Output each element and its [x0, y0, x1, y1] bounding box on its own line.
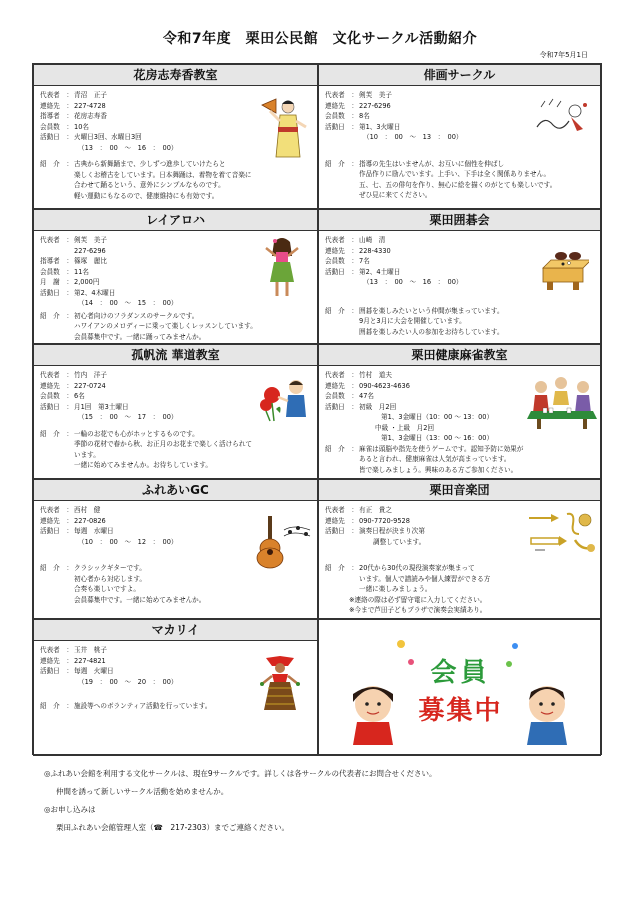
intro-line: 20代から30代の現役演奏家が集まって [359, 564, 475, 572]
field-label: 月 謝 ： [40, 278, 73, 286]
circle-card [33, 209, 318, 344]
tahitian-dancer-icon [258, 656, 302, 718]
field-label: 連絡先 ： [325, 101, 358, 110]
circle-name: 栗田囲碁会 [319, 210, 600, 231]
intro-line: ハワイアンのメロディーに乗って楽しくレッスンしています。 [74, 322, 257, 330]
field-label: 活動日 ： [40, 402, 73, 411]
field-label: 連絡先 ： [40, 656, 73, 665]
field-value: 8名 [359, 112, 370, 120]
time-range: （10 ： 00 ～ 12 ： 00） [78, 537, 178, 546]
intro-line: 季節の花材で春から秋、お正月のお花まで楽しく活けられて [74, 440, 253, 448]
circle-name: レイアロハ [34, 210, 317, 231]
intro-label: 紹 介 ： [40, 311, 73, 320]
field-label: 会員数 ： [325, 112, 358, 120]
time-range: （14 ： 00 ～ 15 ： 00） [78, 299, 178, 307]
intro-line: 麻雀は頭脳や指先を使うゲームです。認知予防に効果が [359, 444, 524, 453]
circle-name: 俳画サークル [319, 65, 600, 86]
intro-line: 初心者から対応します。 [74, 574, 147, 583]
field-label: 指導者 ： [40, 257, 73, 265]
note-line: ※連絡の際は必ず留守電に入力してください。 [349, 595, 487, 604]
intro-line: クラシックギターです。 [74, 564, 146, 572]
intro-line: 楽しくお稽古をしています。日本舞踊は、着物を着て音楽に [74, 170, 252, 179]
field-value: 月1回 第3土曜日 [74, 402, 129, 411]
intro-line: 施設等へのボランティア活動を行っています。 [74, 702, 212, 710]
field-label: 代表者 ： [40, 371, 73, 379]
circle-card [318, 479, 601, 619]
field-value: 山崎 清 [359, 236, 386, 244]
field-value: 227-6296 [359, 101, 391, 110]
field-value: 2,000円 [74, 278, 100, 286]
circle-name: ふれあいGC [34, 480, 317, 501]
recruit-banner [318, 619, 601, 756]
intro-line: 初心者向けのフラダンスのサークルです。 [74, 311, 199, 320]
field-value: 227-0826 [74, 516, 106, 525]
intro-label: 紹 介 ： [40, 702, 73, 710]
circle-card [318, 209, 601, 344]
time-range: （13 ： 00 ～ 16 ： 00） [78, 143, 178, 152]
field-value: 火曜日3回、水曜日3回 [74, 133, 142, 141]
intro-line: 囲碁を楽しみたいという仲間が集まっています。 [359, 306, 504, 315]
circle-name: マカリイ [34, 620, 317, 641]
flower-arranging-icon [256, 373, 312, 423]
guitar-icon [248, 514, 314, 570]
footer-note-1: ◎ふれあい会館を利用する文化サークルは、現在9サークルです。詳しくは各サークルの代表者にお問合せください。 [44, 769, 437, 778]
mahjong-players-icon [527, 375, 597, 431]
recruit-line-2: 募集中 [418, 696, 503, 726]
circle-name: 孤帆流 華道教室 [34, 345, 317, 366]
page-title: 令和7年度 栗田公民館 文化サークル活動紹介 [162, 31, 478, 47]
field-value: 227-4821 [74, 656, 106, 665]
field-label: 会員数 ： [325, 392, 358, 400]
intro-line: 一緒に楽しみましょう。 [359, 585, 432, 593]
intro-line: あると言われ、健康麻雀は人気が高まっています。 [359, 455, 511, 463]
intro-line: 合わせて踊るという、意外にシンプルなものです。 [74, 181, 225, 189]
time-range: （15 ： 00 ～ 17 ： 00） [78, 413, 178, 421]
field-value: 10名 [74, 122, 89, 131]
field-value: 毎週 水曜日 [74, 527, 114, 535]
field-label: 代表者 ： [325, 506, 358, 514]
field-value: 11名 [74, 267, 89, 276]
field-label: 活動日 ： [325, 402, 358, 411]
intro-line: います。個人で譜読みや個人練習ができる方 [359, 574, 491, 583]
field-value: 090-4623-4636 [359, 381, 410, 390]
intro-label: 紹 介 ： [325, 159, 358, 168]
field-value: 090-7720-9528 [359, 516, 410, 525]
intro-line: 作品作りに励んでいます。上手い、下手は全く関係ありません。 [359, 170, 551, 178]
field-value: 第1、3火曜日 [359, 122, 401, 131]
intro-line: 合奏も楽しいですよ。 [74, 585, 140, 593]
field-value: 第2、4土曜日 [359, 267, 401, 276]
time-range: 第1、3金曜日（13：00 ～ 16：00） [381, 434, 494, 442]
intro-line: 軽い運動にもなるので、健康維持にも有効です。 [74, 191, 219, 200]
field-label: 会員数 ： [40, 392, 73, 400]
intro-label: 紹 介 ： [40, 160, 73, 168]
field-label: 活動日 ： [40, 288, 73, 297]
intro-line: 会員募集中です。一緒に踊ってみませんか。 [74, 332, 206, 341]
circle-name: 栗田健康麻雀教室 [319, 345, 600, 366]
intro-line: 会員募集中です。一緒に始めてみませんか。 [74, 595, 206, 604]
circle-card [318, 344, 601, 479]
circle-card [33, 64, 318, 209]
time-range: 第1、3金曜日（10：00 ～ 13：00） [381, 413, 494, 421]
field-value: 竹内 洋子 [74, 371, 107, 379]
intro-label: 紹 介 ： [40, 564, 73, 572]
field-label: 活動日 ： [325, 527, 358, 535]
field-value: 有正 貴之 [359, 506, 392, 514]
field-label: 会員数 ： [325, 257, 358, 265]
intro-line: 一緒に始めてみませんか。お待ちしています。 [74, 461, 212, 469]
field-label: 活動日 ： [40, 133, 73, 141]
intro-line: 指導の先生はいませんが、お互いに個性を伸ばし [359, 159, 505, 168]
field-label [40, 246, 74, 257]
field-label: 活動日 ： [40, 667, 73, 675]
intro-line: います。 [74, 450, 100, 459]
intro-line: 五、七、五の俳句を作り、無心に絵を描くのがとても楽しいです。 [359, 180, 557, 189]
field-label: 代表者 ： [325, 236, 358, 244]
intro-label: 紹 介 ： [40, 429, 73, 438]
field-value: 227-6296 [74, 246, 106, 255]
field-value: 毎週 火曜日 [74, 667, 114, 675]
circle-card [33, 619, 318, 756]
field-label: 連絡先 ： [325, 381, 358, 390]
circle-name: 花房志寿香教室 [34, 65, 317, 86]
field-value: 227-0724 [74, 381, 106, 390]
footer-note-2: 仲間を誘って新しいサークル活動を始めませんか。 [56, 787, 229, 796]
field-value: 剣芙 美子 [74, 236, 107, 244]
field-label: 代表者 ： [40, 506, 73, 514]
intro-line: 囲碁を楽しみたい人の参加をお待ちしています。 [359, 327, 504, 336]
intro-label: 紹 介 ： [325, 444, 358, 453]
field-label: 活動日 ： [40, 527, 73, 535]
field-value: 227-4728 [74, 101, 106, 110]
level-line: 中級 ・上級 月2回 [375, 423, 435, 432]
intro-label: 紹 介 ： [325, 306, 358, 315]
schedule-note: 調整しています。 [373, 537, 426, 546]
circle-card [33, 344, 318, 479]
brass-instruments-icon [525, 510, 599, 558]
field-value: 西村 健 [74, 506, 101, 514]
recruit-line-1: 会員 [430, 658, 491, 688]
footer-note-3: ◎お申し込みは [44, 805, 96, 814]
circle-grid [32, 63, 602, 755]
footer-contact: 栗田ふれあい会館管理人室（☎ 217-2303）までご連絡ください。 [56, 823, 289, 832]
field-label: 連絡先 ： [40, 516, 73, 525]
intro-label: 紹 介 ： [325, 564, 358, 572]
japanese-dancer-icon [256, 97, 311, 162]
intro-line: 古典から新舞踊まで、少しずつ進歩していけたらと [74, 160, 226, 168]
field-label: 会員数 ： [40, 267, 73, 276]
field-value: 剣芙 美子 [359, 91, 392, 99]
field-value: 花房志寿香 [74, 112, 107, 120]
intro-line: 9月と3月に大会を開催しています。 [359, 317, 466, 325]
field-label: 連絡先 ： [325, 246, 358, 255]
time-range: （19 ： 00 ～ 20 ： 00） [78, 677, 178, 686]
field-label: 代表者 ： [40, 91, 73, 99]
circle-name: 栗田音楽団 [319, 480, 600, 501]
field-label: 連絡先 ： [325, 516, 358, 525]
field-value: 7名 [359, 257, 370, 265]
field-value: 篠塚 麗比 [74, 257, 107, 265]
circle-card [318, 64, 601, 209]
field-label: 活動日 ： [325, 122, 358, 131]
field-label: 指導者 ： [40, 112, 73, 120]
haiga-painting-icon [531, 97, 593, 139]
time-range: （13 ： 00 ～ 16 ： 00） [363, 278, 463, 286]
field-label: 連絡先 ： [40, 381, 73, 390]
go-board-icon [537, 246, 589, 294]
field-value: 玉井 桃子 [74, 646, 107, 654]
field-value: 6名 [74, 392, 85, 400]
field-value: 青沼 正子 [74, 91, 107, 99]
field-label: 代表者 ： [325, 91, 358, 99]
field-label: 連絡先 ： [40, 101, 73, 110]
field-label: 活動日 ： [325, 267, 358, 276]
field-value: 竹村 道夫 [359, 371, 392, 379]
field-value: 47名 [359, 392, 374, 400]
circle-card [33, 479, 318, 619]
field-value: 228-4330 [359, 246, 391, 255]
time-range: （10 ： 00 ～ 13 ： 00） [363, 133, 463, 141]
intro-line: 皆で楽しみましょう。興味のある方ご参加ください。 [359, 465, 518, 474]
field-value: 初級 月2回 [359, 402, 397, 411]
note-line: ※今まで芦田子どもプラザで演奏会実績あり。 [349, 606, 487, 614]
field-label: 代表者 ： [40, 646, 73, 654]
hula-dancer-icon [262, 236, 302, 298]
intro-line: 一輪のお花でも心がホッとするものです。 [74, 429, 199, 438]
issue-date: 令和7年5月1日 [539, 51, 588, 59]
field-value: 第2、4木曜日 [74, 288, 116, 297]
field-label: 会員数 ： [40, 122, 73, 131]
intro-line: ぜひ見に来てください。 [359, 191, 432, 199]
field-value: 演奏日程が決まり次第 [359, 527, 425, 535]
field-label: 代表者 ： [40, 236, 73, 244]
field-label: 代表者 ： [325, 371, 358, 379]
